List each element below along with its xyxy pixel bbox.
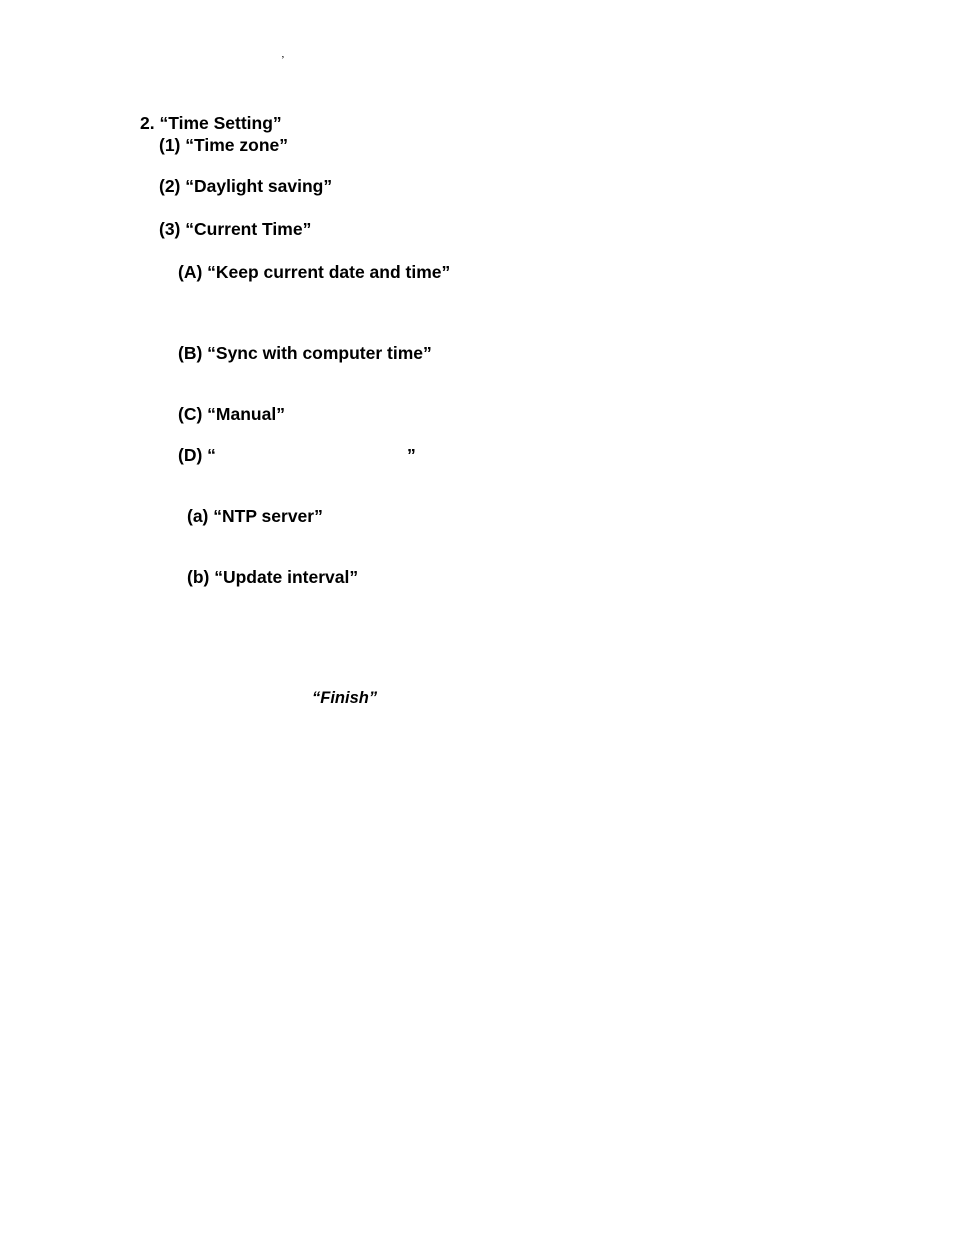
option-manual: (C) “Manual” bbox=[178, 404, 285, 424]
section-heading-time-setting: 2. “Time Setting” bbox=[140, 113, 282, 133]
item-daylight-saving: (2) “Daylight saving” bbox=[159, 176, 333, 196]
option-d-open-quote: (D) “ bbox=[178, 445, 216, 465]
option-keep-current-date-time: (A) “Keep current date and time” bbox=[178, 262, 451, 282]
item-current-time: (3) “Current Time” bbox=[159, 219, 312, 239]
sub-item-update-interval: (b) “Update interval” bbox=[187, 567, 359, 587]
stray-apostrophe-mark: ’ bbox=[281, 54, 285, 66]
option-d-close-quote: ” bbox=[407, 445, 416, 465]
option-sync-with-computer-time: (B) “Sync with computer time” bbox=[178, 343, 432, 363]
item-time-zone: (1) “Time zone” bbox=[159, 135, 289, 155]
sub-item-ntp-server: (a) “NTP server” bbox=[187, 506, 323, 526]
finish-label: “Finish” bbox=[312, 689, 378, 707]
